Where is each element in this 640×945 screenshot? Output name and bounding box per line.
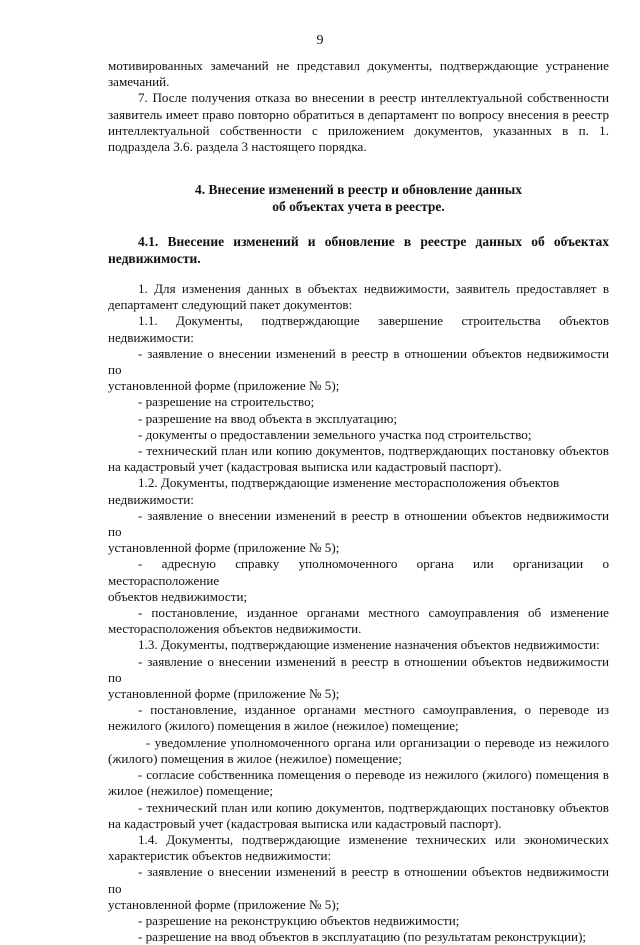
text-line: - адресную справку уполномоченного органа или организации о месторасположение [108,556,609,588]
text-line: недвижимости: [108,329,194,345]
subsection-title-line: недвижимости. [108,251,201,266]
text-line: 7. После получения отказа во внесении в реестр интеллектуальной собственности [138,90,609,106]
text-line: установленной форме (приложение № 5); [108,540,340,556]
text-line: - заявление о внесении изменений в реестр в отношении объектов недвижимости по [108,864,609,896]
section-heading [108,181,609,215]
text-line: - постановление, изданное органами местного самоуправления об изменение [138,605,609,621]
text-line: 1. Для изменения данных в объектах недвижимости, заявитель предоставляет в [138,281,609,296]
text-line: - технический план или копию документов, подтверждающих постановку объектов [138,443,609,459]
text-line: 1.2. Документы, подтверждающие изменение месторасположения объектов [138,475,560,491]
text-line: - заявление о внесении изменений в реестр в отношении объектов недвижимости по [108,653,609,685]
page-number: 9 [316,33,324,48]
text-line: - заявление о внесении изменений в реестр в отношении объектов недвижимости по [108,507,609,540]
text-line: мотивированных замечаний не представил документы, подтверждающие устранение [108,58,609,73]
text-line: установленной форме (приложение № 5); [108,378,340,394]
text-line: (жилого) помещения в жилое (нежилое) помещение; [108,750,402,766]
text-line: подраздела 3.6. раздела 3 настоящего порядка. [108,139,367,155]
subsection-title-line: 4.1. Внесение изменений и обновление в реестре данных об объектах [138,234,609,249]
text-line: - уведомление уполномоченного органа или организации о переводе из нежилого [146,734,609,750]
text-line: - согласие собственника помещения о переводе из нежилого (жилого) помещения в [138,767,609,783]
text-line: - документы о предоставлении земельного участка под строительство; [138,426,532,442]
section-title-line: об объектах учета в реестре. [272,199,445,214]
text-line: - разрешение на реконструкцию объектов недвижимости; [138,912,460,928]
subsection-heading [108,233,609,267]
text-line: - разрешение на ввод объекта в эксплуатацию; [138,410,398,426]
text-line: на кадастровый учет (кадастровая выписка или кадастровый паспорт). [108,459,502,475]
text-line: - разрешение на строительство; [138,394,315,410]
text-line: 1.1. Документы, подтверждающие завершение строительства объектов [138,313,609,329]
document-body [108,281,609,945]
text-line: замечаний. [108,74,170,90]
text-line: объектов недвижимости; [108,588,248,604]
text-line: нежилого (жилого) помещения в жилое (нежилое) помещение; [108,718,459,734]
intro-block [108,58,609,155]
text-line: на кадастровый учет (кадастровая выписка или кадастровый паспорт). [108,815,502,831]
text-line: департамент следующий пакет документов: [108,297,353,313]
text-line: установленной форме (приложение № 5); [108,896,340,912]
text-line: - разрешение на ввод объектов в эксплуатацию (по результатам реконструкции); [138,929,587,945]
text-line: месторасположения объектов недвижимости. [108,621,362,637]
text-line: - технический план или копию документов, подтверждающих постановку объектов [138,799,609,815]
text-line: жилое (нежилое) помещение; [108,783,274,799]
text-line: интеллектуальной собственности с приложением документов, указанных в п. 1. [108,122,609,138]
text-line: - заявление о внесении изменений в реестр в отношении объектов недвижимости по [108,345,609,378]
section-title-line: 4. Внесение изменений в реестр и обновление данных [194,182,523,197]
text-line: установленной форме (приложение № 5); [108,686,340,702]
text-line: недвижимости: [108,491,194,507]
text-line: 1.3. Документы, подтверждающие изменение назначения объектов недвижимости: [138,637,600,653]
text-line: заявитель имеет право повторно обратиться в департамент по вопросу внесения в реестр [108,106,609,122]
text-line: 1.4. Документы, подтверждающие изменение технических или экономических [138,831,609,847]
text-line: характеристик объектов недвижимости: [108,848,332,864]
text-line: - постановление, изданное органами местного самоуправления, о переводе из [138,702,609,718]
